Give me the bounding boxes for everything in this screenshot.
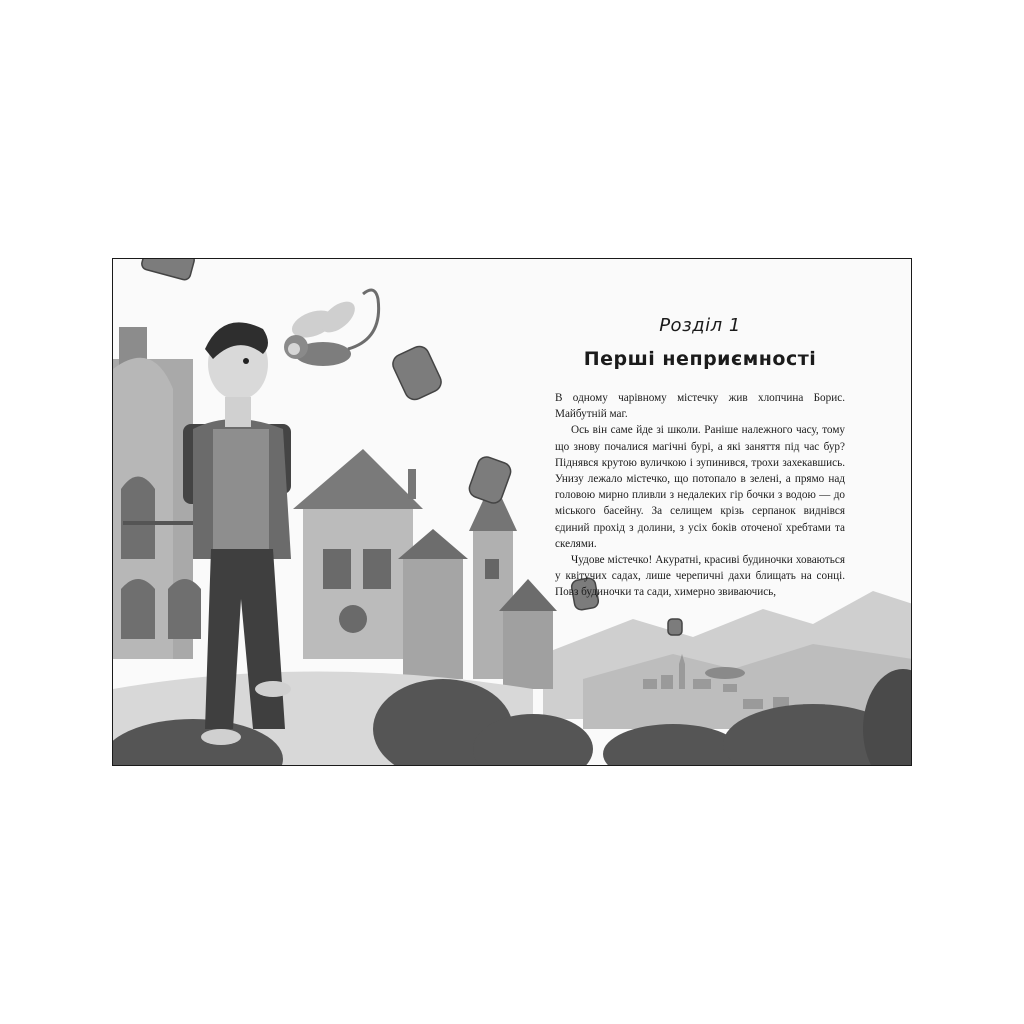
paragraph-3: Чудове містечко! Акуратні, красиві будиночки ховаються у квітучих садах, лише черепичні дахи блищать на сонці. Повз будиночки та сади, химерно звиваючись, bbox=[555, 554, 845, 599]
text-column bbox=[555, 315, 845, 601]
book-spread bbox=[112, 258, 912, 766]
chapter-title: Перші неприємності bbox=[583, 348, 817, 370]
paragraph-1: В одному чарівному містечку жив хлопчина Борис. Майбутній маг. bbox=[555, 392, 845, 421]
paragraph-2: Ось він саме йде зі школи. Раніше належного часу, тому що знову почалися магічні бурі, а які заняття під час бур? Піднявся крутою вуличкою і зупинився, трохи захекавшись. Унизу лежало містечко, що потопало в зелені, а прямо над головою мирно пливли з недалеких гір бочки з водою — до міського басейну. За селищем крізь серпанок виднівся єдиний прохід з долини, з усіх боків оточеної хребтами та скелями. bbox=[555, 424, 845, 550]
chapter-number: Розділ 1 bbox=[659, 315, 741, 336]
